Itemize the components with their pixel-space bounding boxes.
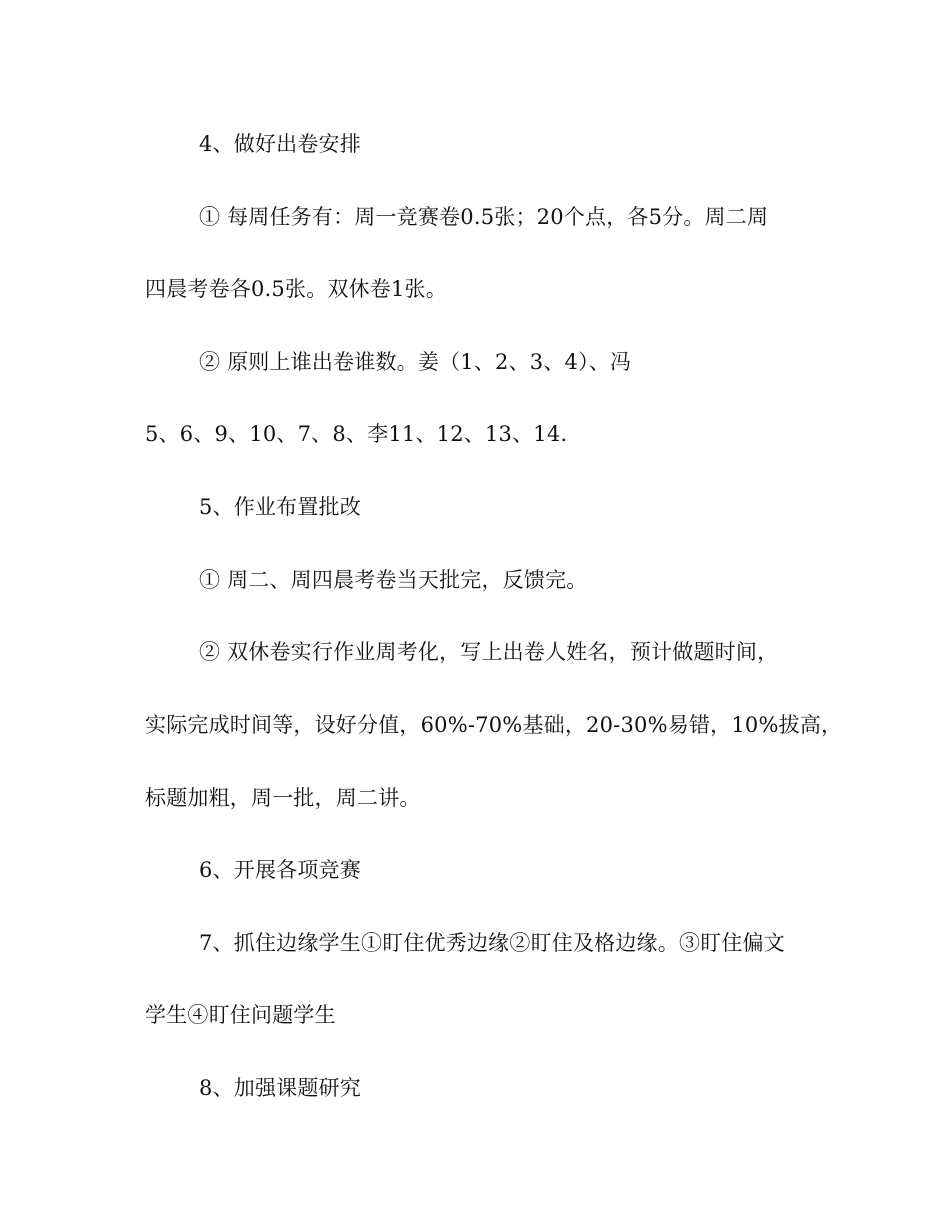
- paragraph-line: ② 原则上谁出卷谁数。姜（1、2、3、4）、冯: [199, 350, 632, 374]
- paragraph-line: 学生④盯住问题学生: [145, 1003, 336, 1027]
- paragraph-line: 5、6、9、10、7、8、李11、12、13、14.: [145, 422, 568, 446]
- section-heading-4: 4、做好出卷安排: [199, 132, 361, 156]
- section-heading-5: 5、作业布置批改: [199, 495, 361, 519]
- paragraph-line: 四晨考卷各0.5张。双休卷1张。: [145, 277, 447, 301]
- section-heading-6: 6、开展各项竞赛: [199, 858, 361, 882]
- paragraph-line: ① 周二、周四晨考卷当天批完，反馈完。: [199, 568, 588, 592]
- section-heading-8: 8、加强课题研究: [199, 1076, 361, 1100]
- paragraph-line: ① 每周任务有：周一竞赛卷0.5张；20个点，各5分。周二周: [199, 205, 769, 229]
- paragraph-line: 实际完成时间等，设好分值，60%-70%基础，20-30%易错，10%拔高，: [145, 713, 843, 737]
- paragraph-line: 7、抓住边缘学生①盯住优秀边缘②盯住及格边缘。③盯住偏文: [199, 931, 785, 955]
- paragraph-line: 标题加粗，周一批，周二讲。: [145, 786, 421, 810]
- paragraph-line: ② 双休卷实行作业周考化，写上出卷人姓名，预计做题时间，: [199, 640, 779, 664]
